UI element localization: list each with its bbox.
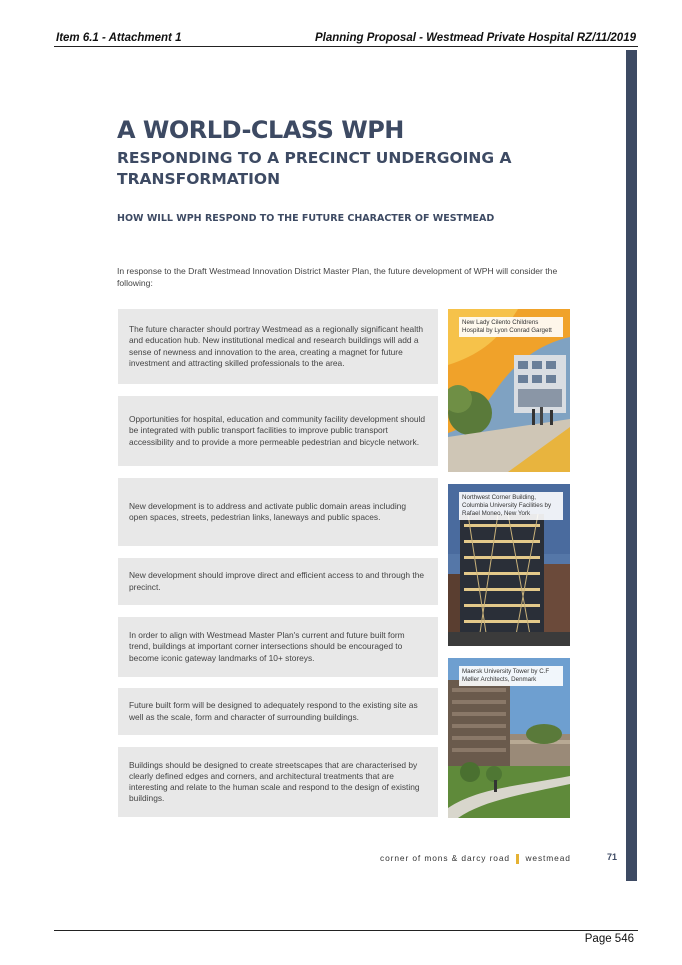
page-title: A WORLD-CLASS WPH [117,116,404,144]
photo-lady-cilento-hospital [448,309,570,472]
page-subtitle: RESPONDING TO A PRECINCT UNDERGOING A TRANSFORMATION [117,149,512,188]
principle-box-1 [118,309,438,384]
principle-text: New development is to address and activate public domain areas including open spaces, streets, pedestrian links, laneways and public spaces. [129,500,407,522]
principle-box-2 [118,396,438,466]
photo-caption: New Lady Cilento Childrens Hospital by Lyon Conrad Gargett [459,317,563,337]
principle-box-3 [118,478,438,546]
intro-paragraph: In response to the Draft Westmead Innovation District Master Plan, the future development of WPH will consider the following: [117,266,558,288]
footer-rule [54,930,638,931]
principle-text: Opportunities for hospital, education and community facility development should be integrated with public transport facilities to improve public transport accessibility and to provide a more permeable pedestrian and bicycle network. [129,414,426,447]
document-page-number: 71 [607,852,618,862]
photo-caption: Northwest Corner Building, Columbia University Facilities by Rafael Moneo, New York [459,492,563,520]
principle-box-5 [118,617,438,677]
principle-text: In order to align with Westmead Master Plan's current and future built form trend, buildings at important corner intersections should be encouraged to become iconic gateway landmarks of 10+ storeys. [129,630,405,663]
header-document-title: Planning Proposal - Westmead Private Hospital RZ/11/2019 [314,32,636,44]
principle-text: New development should improve direct and efficient access to and through the precinct. [129,570,425,592]
header-attachment-label: Item 6.1 - Attachment 1 [56,32,182,44]
footer-location: corner of mons & darcy road [380,853,510,863]
principle-box-7 [118,747,438,817]
page-label: Page 546 [584,933,634,945]
side-accent-bar [626,50,637,881]
principle-box-4 [118,558,438,605]
section-question: HOW WILL WPH RESPOND TO THE FUTURE CHARACTER OF WESTMEAD [117,213,495,224]
principle-text: Future built form will be designed to adequately respond to the existing site as well as the scale, form and character of surrounding buildings. [129,700,418,722]
footer-separator [516,854,519,864]
photo-maersk-tower [448,658,570,818]
footer-suburb: westmead [525,853,571,863]
footer-project-label [380,853,571,864]
principle-box-6 [118,688,438,735]
principle-text: The future character should portray Westmead as a regionally significant health and education hub. New institutional medical and research buildings will add a sense of newness and innovation to the area, creating a magnet for future investment and attracting skilled professionals to the area. [129,324,424,368]
photo-columbia-building [448,484,570,646]
header-rule [54,46,638,47]
photo-caption: Maersk University Tower by C.F Møller Architects, Denmark [459,666,563,686]
principle-text: Buildings should be designed to create streetscapes that are characterised by clearly defined edges and corners, and architectural treatments that are interesting and relate to the human scale and respond to the design of existing buildings. [129,759,420,804]
